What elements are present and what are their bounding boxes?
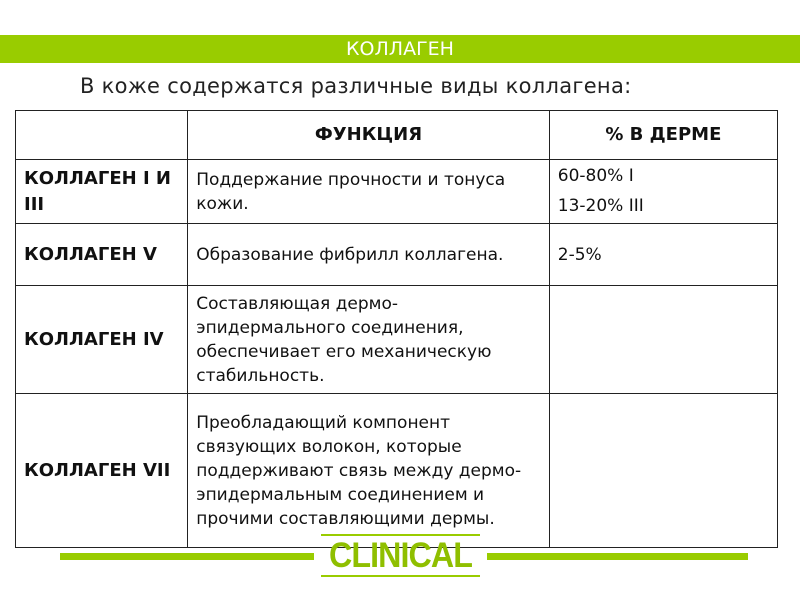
function-cell: Преобладающий компонент связующих волокон, которые поддерживают связь между дермо-эпидермальным соединением и прочими составляющими дермы. bbox=[188, 394, 550, 548]
percent-value: 13-20% III bbox=[557, 196, 644, 216]
percent-cell bbox=[549, 286, 777, 394]
column-header-percent: % В ДЕРМЕ bbox=[549, 111, 777, 160]
slide-title: КОЛЛАГЕН bbox=[346, 38, 454, 60]
function-cell: Образование фибрилл коллагена. bbox=[188, 224, 550, 286]
percent-value: 60-80% I bbox=[557, 166, 634, 186]
logo-bottom-line bbox=[321, 575, 480, 577]
table-row bbox=[16, 160, 778, 224]
percent-cell bbox=[549, 160, 777, 224]
percent-value: 2-5% bbox=[557, 244, 602, 265]
row-header-collagen-4: КОЛЛАГЕН IV bbox=[16, 286, 188, 394]
table-row bbox=[16, 224, 778, 286]
function-cell: Поддержание прочности и тонуса кожи. bbox=[188, 160, 550, 224]
logo-text: CLINICAL bbox=[329, 536, 472, 575]
column-header-function: ФУНКЦИЯ bbox=[188, 111, 550, 160]
table-row bbox=[16, 286, 778, 394]
slide-subtitle: В коже содержатся различные виды коллагена: bbox=[80, 74, 632, 98]
percent-cell bbox=[549, 394, 777, 548]
function-cell: Составляющая дермо-эпидермального соединения, обеспечивает его механическую стабильность. bbox=[188, 286, 550, 394]
table-corner-cell bbox=[16, 111, 188, 160]
percent-cell bbox=[549, 224, 777, 286]
clinical-logo bbox=[318, 534, 483, 578]
footer-bar-left bbox=[60, 553, 314, 560]
row-header-collagen-5: КОЛЛАГЕН V bbox=[16, 224, 188, 286]
row-header-collagen-1-3: КОЛЛАГЕН I И III bbox=[16, 160, 188, 224]
footer-bar-right bbox=[487, 553, 748, 560]
table-row bbox=[16, 394, 778, 548]
row-header-collagen-7: КОЛЛАГЕН VII bbox=[16, 394, 188, 548]
title-band bbox=[0, 35, 800, 63]
table-header-row bbox=[16, 111, 778, 160]
collagen-table bbox=[15, 110, 778, 548]
